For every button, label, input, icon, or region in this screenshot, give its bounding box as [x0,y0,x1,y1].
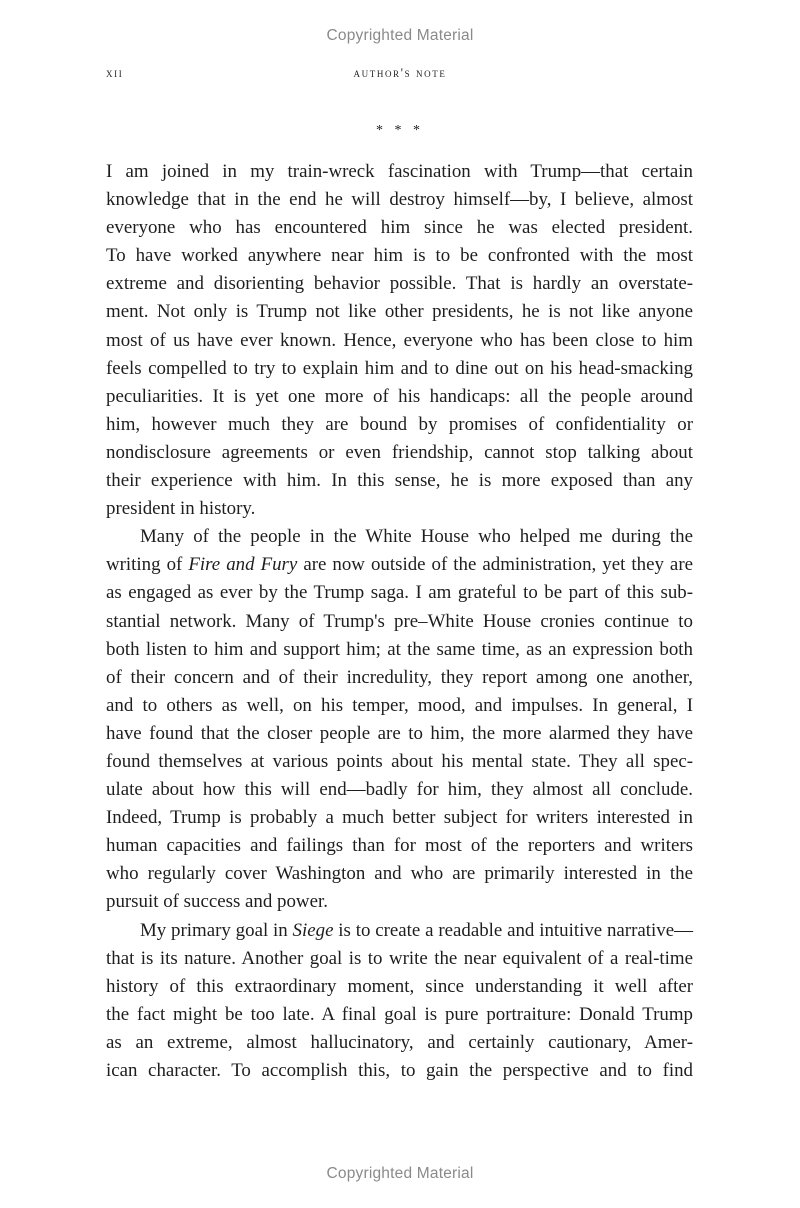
text-line [106,551,693,579]
text-line: feels compelled to try to explain him and to dine out on his head-smacking [106,357,693,379]
paragraph-3 [106,917,693,1086]
page-number: xii [106,65,124,80]
copyright-watermark-bottom: Copyrighted Material [326,1165,474,1182]
text-line: human capacities and failings than for most of the reporters and writers [106,835,693,857]
text-line: ulate about how this will end—badly for him, they almost all conclude. [106,779,693,801]
text-line [106,917,693,945]
text-run: are now outside of the administration, yet they are [297,554,693,576]
paragraph-2 [106,523,693,916]
text-line: who regularly cover Washington and who are primarily interested in the [106,863,693,885]
chapter-title: author's note [353,65,447,80]
text-line: pursuit of success and power. [106,891,328,913]
text-line: both listen to him and support him; at the same time, as an expression both [106,638,693,660]
text-line: knowledge that in the end he will destroy himself—by, I believe, almost [106,189,693,211]
text-line: as engaged as ever by the Trump saga. I am grateful to be part of this sub- [106,582,693,604]
text-line: ican character. To accomplish this, to gain the perspective and to find [106,1060,693,1081]
paragraph-1 [106,158,693,523]
running-head [106,65,694,85]
text-line: their experience with him. In this sense, he is more exposed than any [106,470,693,492]
body-text [106,158,693,1085]
text-run: writing of [106,554,189,576]
text-run: is to create a readable and intuitive narrative— [333,919,693,941]
text-line: him, however much they are bound by promises of confidentiality or [106,413,693,435]
text-line: as an extreme, almost hallucinatory, and certainly cautionary, Amer- [106,1031,693,1053]
text-line: Many of the people in the White House who helped me during the [140,526,693,548]
text-line: of their concern and of their incredulity, they report among one another, [106,666,693,688]
text-line: nondisclosure agreements or even friendship, cannot stop talking about [106,441,693,463]
text-line: president in history. [106,498,256,520]
text-line: To have worked anywhere near him is to be confronted with the most [106,245,693,267]
text-line: I am joined in my train-wreck fascination with Trump—that certain [106,161,693,182]
text-line: Indeed, Trump is probably a much better subject for writers interested in [106,807,693,829]
text-line: have found that the closer people are to him, the more alarmed they have [106,722,693,744]
section-break-ornament: * * * [376,123,424,138]
copyright-watermark-top: Copyrighted Material [326,27,474,44]
text-line: extreme and disorienting behavior possible. That is hardly an overstate- [106,273,693,295]
book-title-siege: Siege [292,919,334,941]
text-line: found themselves at various points about his mental state. They all spec- [106,750,693,772]
text-line: and to others as well, on his temper, mood, and impulses. In general, I [106,694,693,716]
text-line: most of us have ever known. Hence, everyone who has been close to him [106,329,693,351]
text-line: that is its nature. Another goal is to write the near equivalent of a real-time [106,947,693,969]
text-line: stantial network. Many of Trump's pre–White House cronies continue to [106,610,693,632]
text-run: My primary goal in [140,919,293,941]
text-line: peculiarities. It is yet one more of his handicaps: all the people around [106,385,693,407]
text-line: history of this extraordinary moment, since understanding it well after [106,975,693,997]
text-line: the fact might be too late. A final goal is pure portraiture: Donald Trump [106,1003,693,1025]
text-line: everyone who has encountered him since he was elected president. [106,217,693,239]
book-title-fire-and-fury: Fire and Fury [188,554,298,576]
text-line: ment. Not only is Trump not like other presidents, he is not like anyone [106,301,693,323]
